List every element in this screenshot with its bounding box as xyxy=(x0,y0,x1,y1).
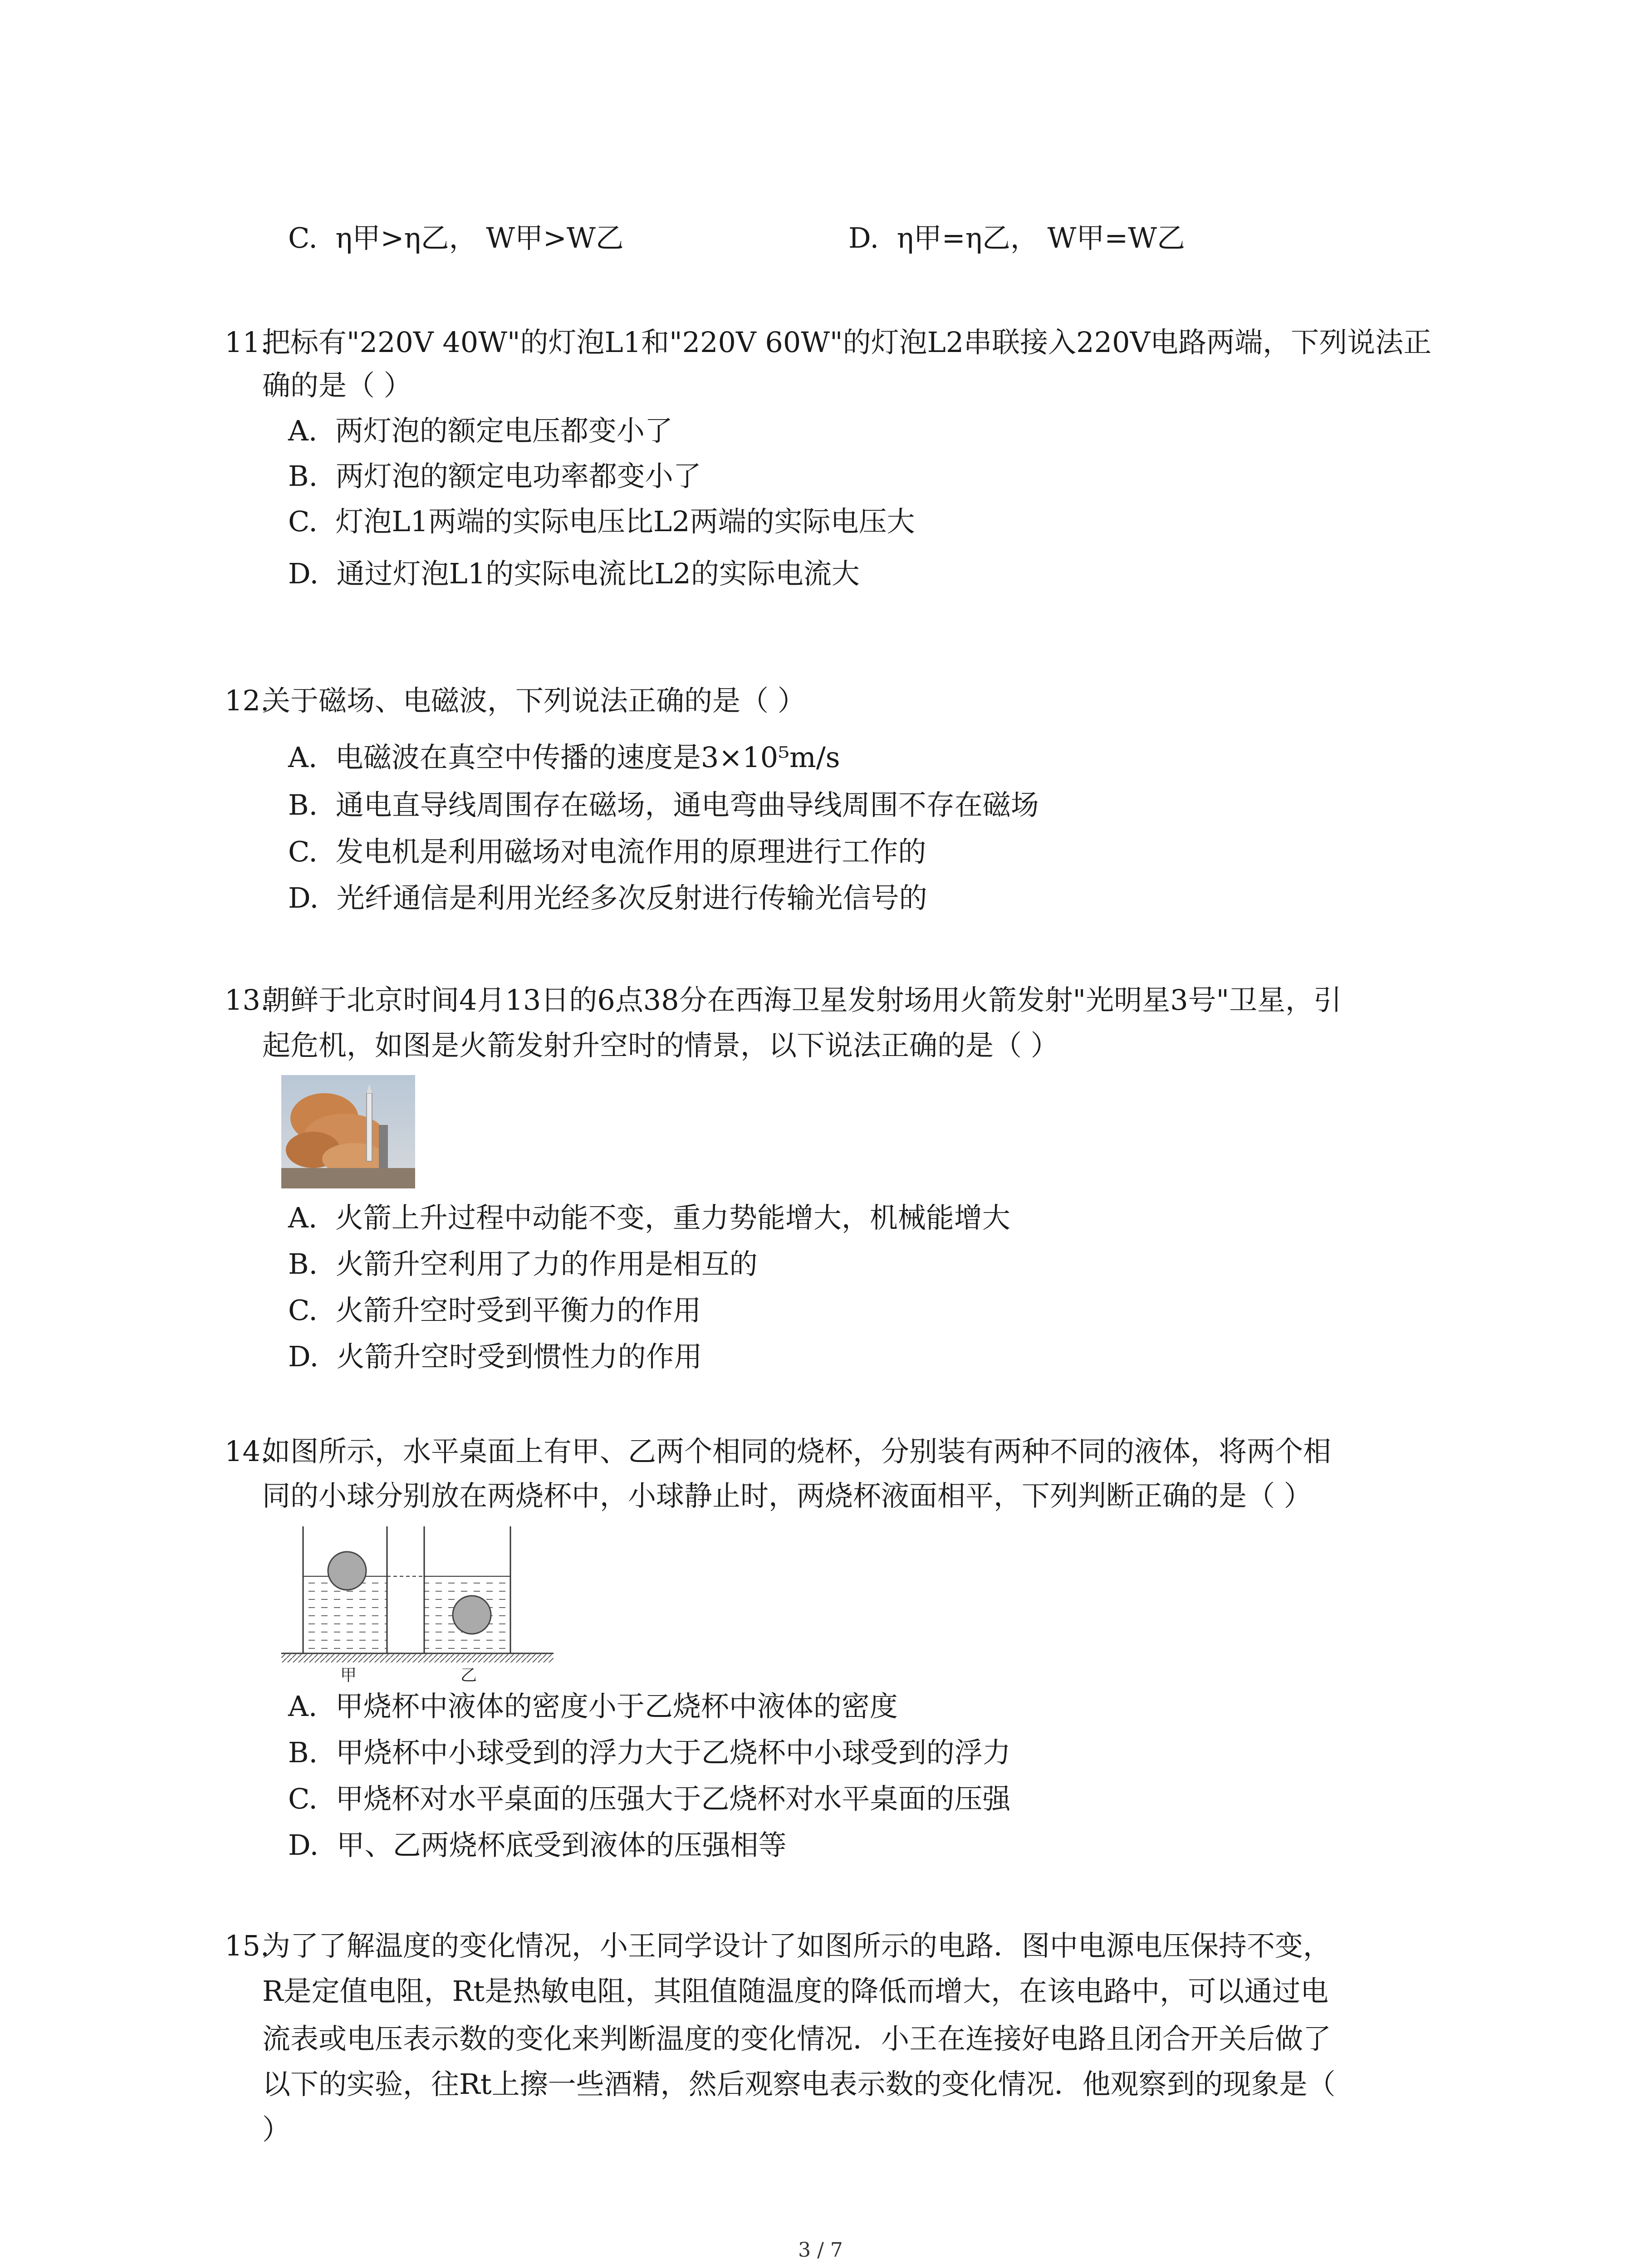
q14-stem-line2: 同的小球分别放在两烧杯中，小球静止时，两烧杯液面相平，下列判断正确的是（ ） xyxy=(262,1479,1312,1512)
q13-stem-line1: 朝鲜于北京时间4月13日的6点38分在西海卫星发射场用火箭发射"光明星3号"卫星，引 xyxy=(262,983,1342,1017)
q14-option-a: A. 甲烧杯中液体的密度小于乙烧杯中液体的密度 xyxy=(288,1690,898,1723)
q13-option-a: A. 火箭上升过程中动能不变，重力势能增大，机械能增大 xyxy=(288,1201,1010,1234)
q12-option-c: C. 发电机是利用磁场对电流作用的原理进行工作的 xyxy=(288,835,926,868)
q12-stem: 关于磁场、电磁波，下列说法正确的是（ ） xyxy=(262,684,806,717)
q13-option-b: B. 火箭升空利用了力的作用是相互的 xyxy=(288,1247,758,1281)
q15-line3: 流表或电压表示数的变化来判断温度的变化情况．小王在连接好电路且闭合开关后做了 xyxy=(262,2022,1332,2055)
q14-option-d: D. 甲、乙两烧杯底受到液体的压强相等 xyxy=(288,1828,787,1862)
q11-option-c: C. 灯泡L1两端的实际电压比L2两端的实际电压大 xyxy=(288,505,915,538)
q10-option-c: C. η甲>η乙， W甲>W乙 xyxy=(288,221,624,254)
q13-stem-line2: 起危机，如图是火箭发射升空时的情景，以下说法正确的是（ ） xyxy=(262,1029,1059,1062)
q11-option-d: D. 通过灯泡L1的实际电流比L2的实际电流大 xyxy=(288,557,860,590)
q11-option-b: B. 两灯泡的额定电功率都变小了 xyxy=(288,459,701,493)
q14-option-b: B. 甲烧杯中小球受到的浮力大于乙烧杯中小球受到的浮力 xyxy=(288,1736,1011,1769)
rocket-launch-image xyxy=(281,1075,415,1188)
q15-line5: ） xyxy=(262,2113,291,2146)
q12-option-d: D. 光纤通信是利用光经多次反射进行传输光信号的 xyxy=(288,881,927,914)
q13-option-d: D. 火箭升空时受到惯性力的作用 xyxy=(288,1340,702,1373)
beakers-figure xyxy=(281,1522,563,1690)
q14-stem-line1: 如图所示，水平桌面上有甲、乙两个相同的烧杯，分别装有两种不同的液体，将两个相 xyxy=(262,1435,1332,1468)
q15-line1: 为了了解温度的变化情况，小王同学设计了如图所示的电路．图中电源电压保持不变， xyxy=(262,1929,1332,1962)
q11-number: 11. xyxy=(225,326,269,359)
beaker-label-jia: 甲 xyxy=(340,1666,357,1685)
q15-line4: 以下的实验，往Rt上擦一些酒精，然后观察电表示数的变化情况．他观察到的现象是（ xyxy=(262,2068,1336,2101)
q11-stem-line2: 确的是（ ） xyxy=(262,369,412,402)
q11-stem-line1: 把标有"220V 40W"的灯泡L1和"220V 60W"的灯泡L2串联接入220V电路两端，下列说法正 xyxy=(262,326,1432,359)
q13-number: 13. xyxy=(225,983,269,1017)
q14-number: 14. xyxy=(225,1435,269,1468)
q15-line2: R是定值电阻，Rt是热敏电阻，其阻值随温度的降低而增大，在该电路中，可以通过电 xyxy=(262,1975,1329,2008)
beaker-label-yi: 乙 xyxy=(460,1666,477,1685)
q12-number: 12. xyxy=(225,684,269,717)
q15-number: 15. xyxy=(225,1929,269,1962)
q14-option-c: C. 甲烧杯对水平桌面的压强大于乙烧杯对水平桌面的压强 xyxy=(288,1782,1011,1815)
q11-option-a: A. 两灯泡的额定电压都变小了 xyxy=(288,414,673,447)
q12-option-a: A. 电磁波在真空中传播的速度是3×10⁵m/s xyxy=(288,741,840,774)
page-number: 3 / 7 xyxy=(798,2239,843,2262)
q12-option-b: B. 通电直导线周围存在磁场，通电弯曲导线周围不存在磁场 xyxy=(288,788,1039,821)
q13-option-c: C. 火箭升空时受到平衡力的作用 xyxy=(288,1294,701,1327)
q10-option-d: D. η甲=η乙， W甲=W乙 xyxy=(848,221,1185,254)
